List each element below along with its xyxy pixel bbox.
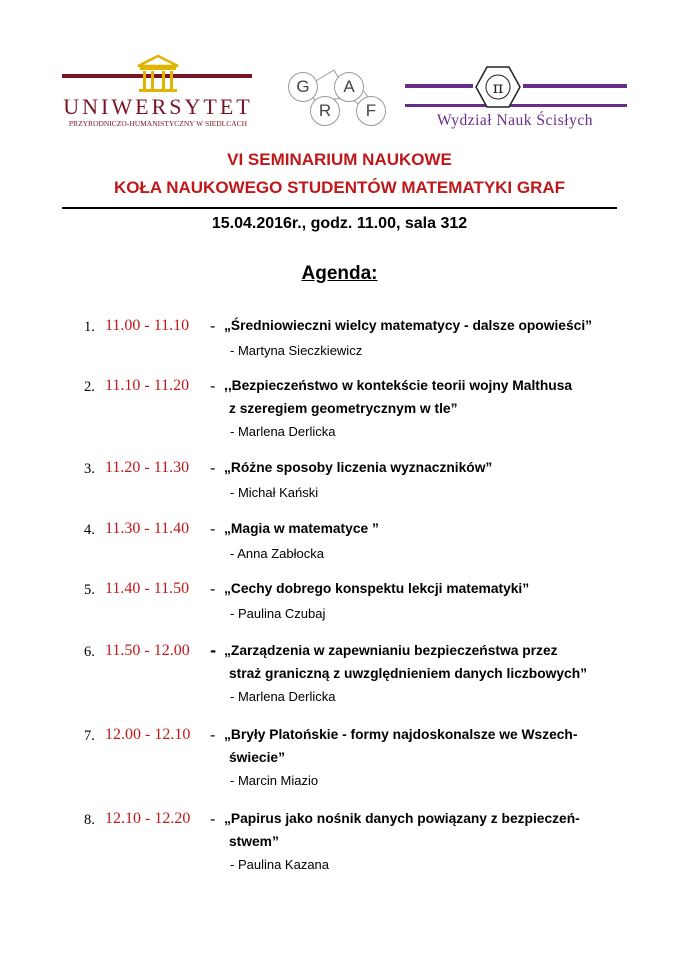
item-dash: - [210, 377, 216, 395]
item-speaker: - Martyna Sieczkiewicz [230, 343, 363, 358]
item-dash: - [210, 520, 216, 538]
title-divider [62, 207, 617, 209]
university-name: UNIWERSYTET [63, 94, 253, 119]
university-logo [62, 50, 254, 135]
university-subtitle: PRZYRODNICZO-HUMANISTYCZNY W SIEDLCACH [68, 119, 248, 128]
item-number: 2. [84, 379, 95, 395]
pi-symbol: π [492, 78, 504, 97]
item-speaker: - Michał Kański [230, 485, 319, 500]
item-number: 7. [84, 728, 95, 744]
item-title-continued: z szeregiem geometrycznym w tle” [229, 401, 458, 416]
faculty-name: Wydział Nauk Ścisłych [437, 112, 593, 129]
graf-letter-f: F [356, 96, 386, 126]
graf-letter-a: A [334, 72, 364, 102]
item-speaker: - Marlena Derlicka [230, 689, 336, 704]
item-time: 11.00 - 11.10 [105, 317, 190, 334]
item-dash: - [210, 726, 216, 744]
item-number: 3. [84, 461, 95, 477]
graf-logo [286, 52, 396, 132]
item-time: 11.10 - 11.20 [105, 377, 190, 394]
item-dash: - [210, 642, 217, 660]
temple-icon [134, 54, 182, 94]
item-title: „Papirus jako nośnik danych powiązany z bezpieczeń- [224, 811, 580, 826]
item-number: 1. [84, 319, 95, 335]
item-title-continued: stwem” [229, 834, 279, 849]
pi-hexagon-icon [475, 66, 521, 108]
item-dash: - [210, 459, 216, 477]
faculty-logo [405, 64, 630, 136]
item-speaker: - Anna Zabłocka [230, 546, 324, 561]
item-speaker: - Paulina Kazana [230, 857, 330, 872]
faculty-logo-bar-right [523, 84, 627, 88]
item-time: 12.00 - 12.10 [105, 726, 191, 743]
item-time: 11.40 - 11.50 [105, 580, 190, 597]
agenda-heading: Agenda: [301, 263, 378, 284]
item-time: 11.20 - 11.30 [105, 459, 190, 476]
item-title: ,,Bezpieczeństwo w kontekście teorii wojny Malthusa [224, 378, 573, 393]
faculty-logo-bar-left [405, 84, 473, 88]
item-dash: - [210, 317, 216, 335]
item-number: 4. [84, 522, 95, 538]
item-title: „Średniowieczni wielcy matematycy - dalsze opowieści” [224, 318, 593, 333]
graf-letter-r: R [310, 96, 340, 126]
item-title-continued: straż graniczną z uwzględnieniem danych liczbowych” [229, 666, 588, 681]
item-title: „Bryły Platońskie - formy najdoskonalsze we Wszech- [224, 727, 578, 742]
item-title: „Magia w matematyce ” [224, 521, 379, 536]
club-title: KOŁA NAUKOWEGO STUDENTÓW MATEMATYKI GRAF [113, 178, 566, 197]
seminar-title: VI SEMINARIUM NAUKOWE [227, 150, 452, 169]
item-time: 12.10 - 12.20 [105, 810, 191, 827]
item-speaker: - Marlena Derlicka [230, 424, 336, 439]
item-title: „Różne sposoby liczenia wyznaczników” [224, 460, 493, 475]
item-title-continued: świecie” [229, 750, 285, 765]
item-number: 6. [84, 644, 95, 660]
item-time: 11.30 - 11.40 [105, 520, 190, 537]
item-speaker: - Marcin Miazio [230, 773, 319, 788]
item-time: 11.50 - 12.00 [105, 642, 190, 659]
item-title: „Zarządzenia w zapewnianiu bezpieczeństwa przez [224, 643, 558, 658]
item-dash: - [210, 580, 216, 598]
item-number: 5. [84, 582, 95, 598]
graf-letter-g: G [288, 72, 318, 102]
item-title: „Cechy dobrego konspektu lekcji matematyki” [224, 581, 530, 596]
item-speaker: - Paulina Czubaj [230, 606, 326, 621]
item-number: 8. [84, 812, 95, 828]
date-line: 15.04.2016r., godz. 11.00, sala 312 [211, 215, 468, 232]
item-dash: - [210, 810, 216, 828]
